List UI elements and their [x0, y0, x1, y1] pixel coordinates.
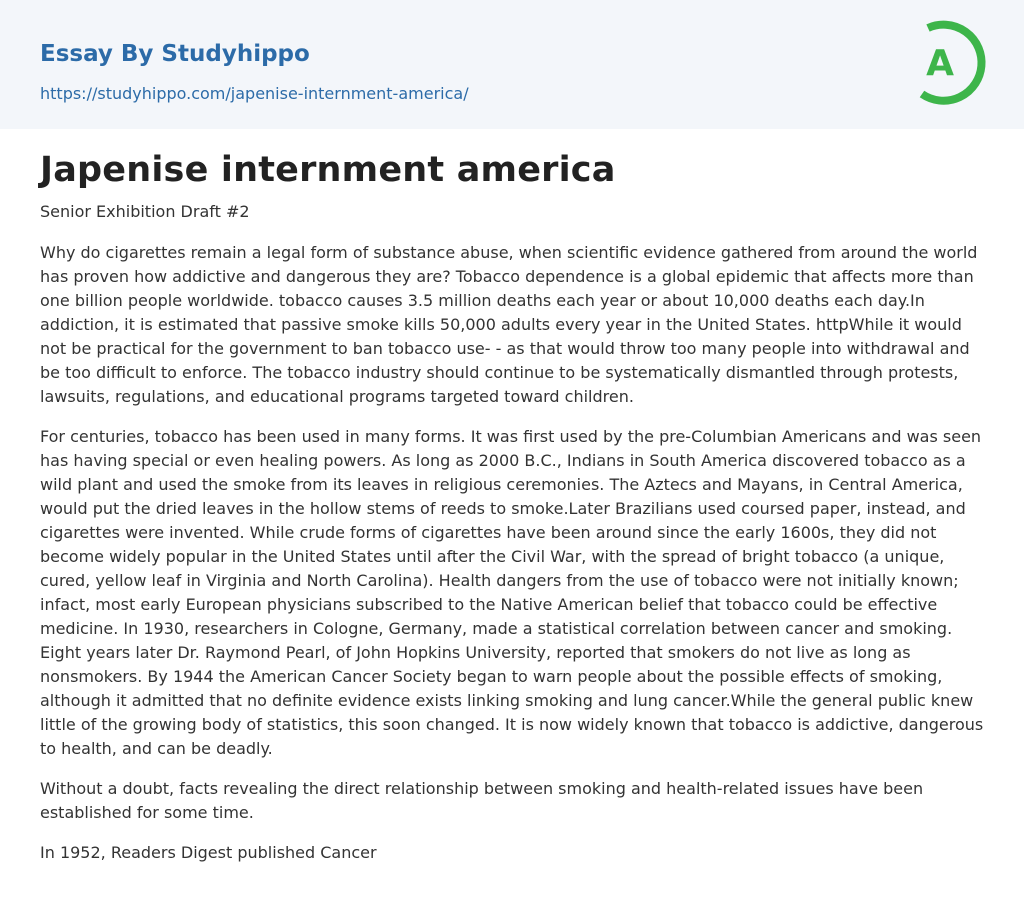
- article-body: [0, 147, 1024, 865]
- article-subtitle: Senior Exhibition Draft #2: [40, 202, 250, 221]
- logo-letter: A: [926, 43, 954, 84]
- paragraph-2: For centuries, tobacco has been used in many forms. It was first used by the pre-Columbian Americans and was seen has having special or even healing powers. As long as 2000 B.C., Indians in South America discovered tobacco as a wild plant and used the smoke from its leaves in religious ceremonies. The Aztecs and Mayans, in Central America, would put the dried leaves in the hollow stems of reeds to smoke.Later Brazilians used coursed paper, instead, and cigarettes were invented. While crude forms of cigarettes have been around since the early 1600s, they did not become widely popular in the United States until after the Civil War, with the spread of bright tobacco (a unique, cured, yellow leaf in Virginia and North Carolina). Health dangers from the use of tobacco were not initially known; infact, most early European physicians subscribed to the Native American belief that tobacco could be effective medicine. In 1930, researchers in Cologne, Germany, made a statistical correlation between cancer and smoking. Eight years later Dr. Raymond Pearl, of John Hopkins University, reported that smokers do not live as long as nonsmokers. By 1944 the American Cancer Society began to warn people about the possible effects of smoking, although it admitted that no definite evidence exists linking smoking and lung cancer.While the general public knew little of the growing body of statistics, this soon changed. It is now widely known that tobacco is addictive, dangerous to health, and can be deadly.: [40, 427, 984, 758]
- paragraph-4: In 1952, Readers Digest published Cancer: [40, 843, 377, 862]
- page-title: Japenise internment america: [40, 150, 616, 190]
- paragraph-1: Why do cigarettes remain a legal form of substance abuse, when scientific evidence gathered from around the world has proven how addictive and dangerous they are? Tobacco dependence is a global epidemic that affects more than one billion people worldwide. tobacco causes 3.5 million deaths each year or about 10,000 deaths each day.In addiction, it is estimated that passive smoke kills 50,000 adults every year in the United States. httpWhile it would not be practical for the government to ban tobacco use- - as that would throw too many people into withdrawal and be too difficult to enforce. The tobacco industry should continue to be systematically dismantled through protests, lawsuits, regulations, and educational programs targeted toward children.: [40, 243, 978, 406]
- site-header: [0, 0, 1024, 129]
- studyhippo-logo-icon[interactable]: [908, 18, 988, 106]
- paragraph-3: Without a doubt, facts revealing the direct relationship between smoking and health-related issues have been established for some time.: [40, 779, 924, 822]
- essay-url-link[interactable]: https://studyhippo.com/japenise-internment-america/: [40, 84, 469, 103]
- brand-title[interactable]: Essay By Studyhippo: [40, 41, 310, 67]
